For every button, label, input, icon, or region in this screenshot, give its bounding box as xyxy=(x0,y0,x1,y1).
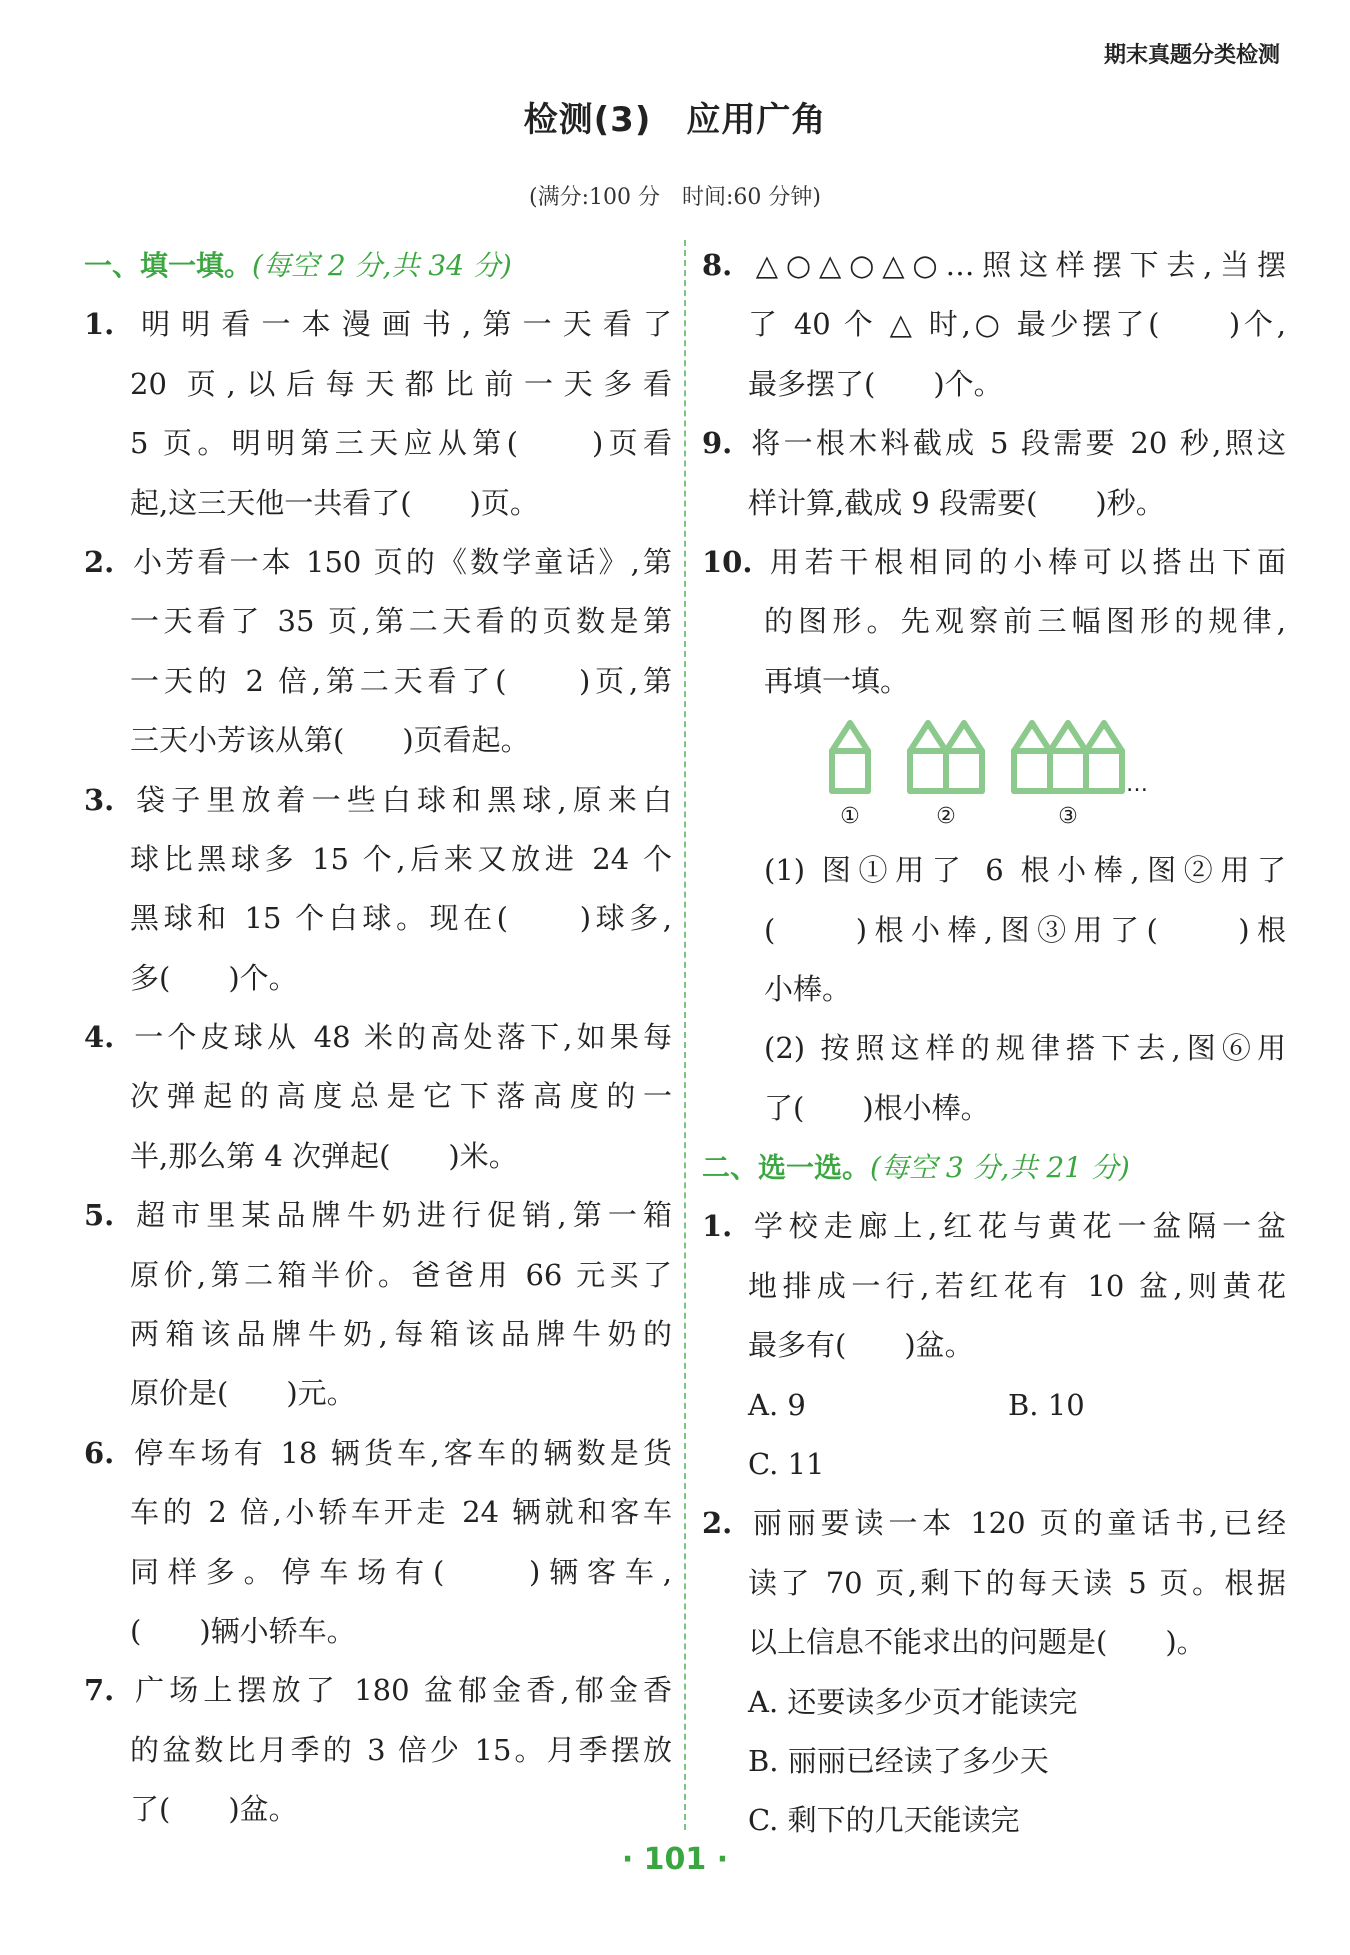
right-column xyxy=(702,236,1286,1851)
subquestion-2: (2) 按照这样的规律搭下去,图⑥用 xyxy=(764,1031,1286,1066)
stick-pattern-illustration xyxy=(822,711,1152,841)
question-number: 2. xyxy=(84,544,115,579)
question-number: 3. xyxy=(84,782,115,817)
question-8: 8. △○△○△○…照这样摆下去,当摆 了 40 个 △ 时,○ 最少摆了( )个, 最多摆了( )个。 xyxy=(702,236,1286,414)
question-9: 9. 将一根木料截成 5 段需要 20 秒,照这 样计算,截成 9 段需要( )秒。 xyxy=(702,414,1286,533)
question-4: 4. 一个皮球从 48 米的高处落下,如果每 次弹起的高度总是它下落高度的一 半,那么第 4 次弹起( )米。 xyxy=(84,1008,672,1186)
option-b: B. 丽丽已经读了多少天 xyxy=(748,1743,1049,1778)
question-number: 6. xyxy=(84,1435,115,1470)
figure-label-1: ① xyxy=(840,804,860,830)
stick-house-figure xyxy=(702,711,1286,841)
subquestion-1: (1) 图①用了 6 根小棒,图②用了 xyxy=(764,853,1286,888)
question-number: 1. xyxy=(84,307,115,342)
question-5: 5. 超市里某品牌牛奶进行促销,第一箱 原价,第二箱半价。爸爸用 66 元买了 两箱该品牌牛奶,每箱该品牌牛奶的 原价是( )元。 xyxy=(84,1186,672,1424)
option-a: A. 9 xyxy=(748,1387,806,1422)
question-number: 10. xyxy=(702,544,753,579)
choice-question-2: 2. 丽丽要读一本 120 页的童话书,已经 读了 70 页,剩下的每天读 5 页。根据 以上信息不能求出的问题是( )。 A. 还要读多少页才能读完 B. 丽丽已经读了多少天 C. 剩下的几天能读完 xyxy=(702,1494,1286,1850)
figure-ellipsis: … xyxy=(1126,772,1148,798)
question-number: 7. xyxy=(84,1673,115,1708)
question-10: 10. 用若干根相同的小棒可以搭出下面 的图形。先观察前三幅图形的规律, 再填一填。 ① ② ③ … (1) 图①用了 6 根小棒,图②用了 ( )根小棒,图③用了( )根 小棒。 (2) 按照这样的规律搭下去,图⑥用 了( )根小棒。 xyxy=(702,533,1286,1138)
house-figure-2 xyxy=(910,723,982,791)
house-figure-1 xyxy=(832,723,868,791)
option-a: A. 还要读多少页才能读完 xyxy=(748,1684,1078,1719)
section-heading-fill: 一、填一填。(每空 2 分,共 34 分) xyxy=(84,249,512,282)
page-number: · 101 · xyxy=(621,1842,729,1877)
figure-label-2: ② xyxy=(936,804,956,830)
figure-label-3: ③ xyxy=(1058,804,1078,830)
column-divider xyxy=(684,240,686,1830)
option-b: B. 10 xyxy=(1008,1387,1085,1422)
question-number: 8. xyxy=(702,248,733,282)
question-6: 6. 停车场有 18 辆货车,客车的辆数是货 车的 2 倍,小轿车开走 24 辆就和客车 同样多。停车场有( )辆客车, ( )辆小轿车。 xyxy=(84,1424,672,1662)
series-label: 期末真题分类检测 xyxy=(1103,43,1280,68)
score-time-info: (满分:100 分 时间:60 分钟) xyxy=(529,185,821,210)
option-c: C. 剩下的几天能读完 xyxy=(748,1803,1020,1838)
house-figure-3 xyxy=(1014,723,1122,791)
question-3: 3. 袋子里放着一些白球和黑球,原来白 球比黑球多 15 个,后来又放进 24 个 黑球和 15 个白球。现在( )球多, 多( )个。 xyxy=(84,771,672,1009)
option-c: C. 11 xyxy=(748,1447,825,1482)
question-number: 4. xyxy=(84,1020,115,1055)
left-column xyxy=(84,236,672,1840)
question-number: 1. xyxy=(702,1209,733,1244)
question-number: 5. xyxy=(84,1198,115,1233)
question-number: 2. xyxy=(702,1506,733,1541)
question-2: 2. 小芳看一本 150 页的《数学童话》,第 一天看了 35 页,第二天看的页数是第 一天的 2 倍,第二天看了( )页,第 三天小芳该从第( )页看起。 xyxy=(84,533,672,771)
question-number: 9. xyxy=(702,426,733,461)
section-heading-choice: 二、选一选。(每空 3 分,共 21 分) xyxy=(702,1151,1130,1185)
choice-question-1: 1. 学校走廊上,红花与黄花一盆隔一盆 地排成一行,若红花有 10 盆,则黄花 最多有( )盆。 A. 9 B. 10 C. 11 xyxy=(702,1197,1286,1494)
page-title: 检测(3) 应用广角 xyxy=(523,100,827,140)
question-1: 1. 明明看一本漫画书,第一天看了 20 页,以后每天都比前一天多看 5 页。明明第三天应从第( )页看 起,这三天他一共看了( )页。 xyxy=(84,295,672,533)
question-7: 7. 广场上摆放了 180 盆郁金香,郁金香 的盆数比月季的 3 倍少 15。月季摆放 了( )盆。 xyxy=(84,1661,672,1839)
